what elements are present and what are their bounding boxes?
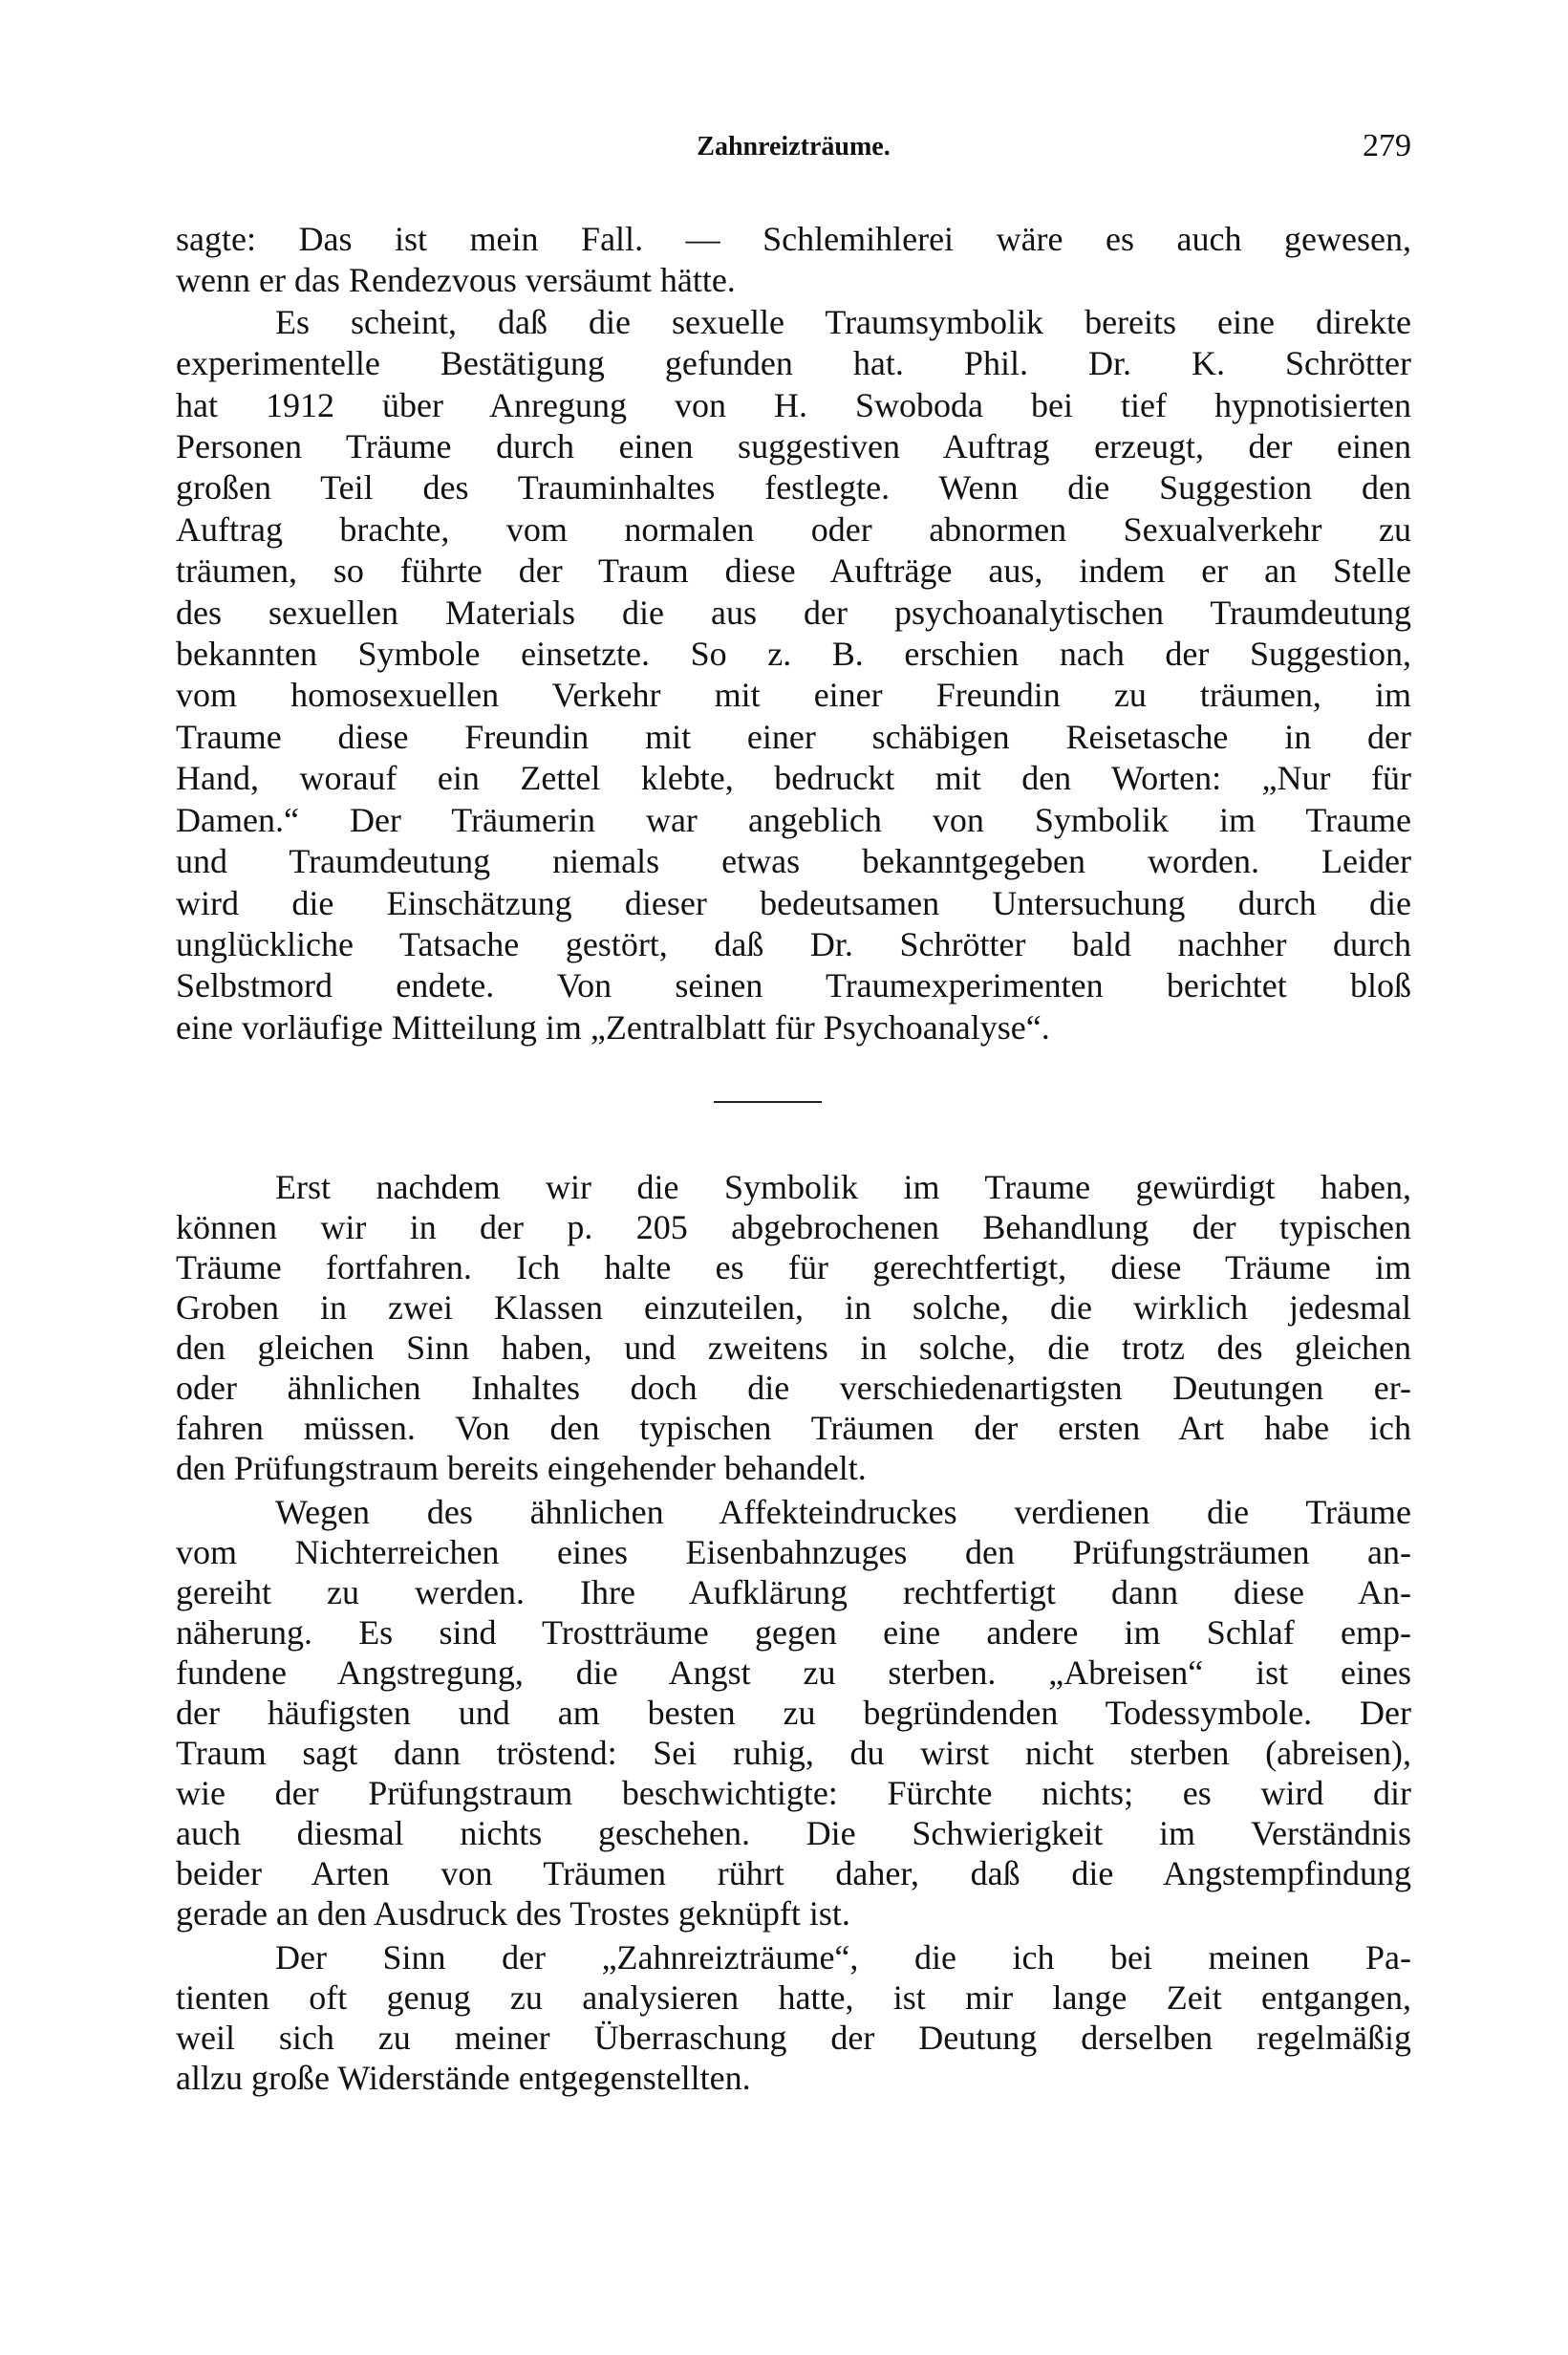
text-line: oder ähnlichen Inhaltes doch die verschiedenartigsten Deutungen er- (176, 1369, 1411, 1407)
text-line: Hand, worauf ein Zettel klebte, bedruckt mit den Worten: „Nur für (176, 759, 1411, 798)
text-line: Selbstmord endete. Von seinen Traumexperimenten berichtet bloß (176, 966, 1411, 1005)
text-line: können wir in der p. 205 abgebrochenen Behandlung der typischen (176, 1208, 1411, 1246)
page-number: 279 (1363, 128, 1411, 163)
text-line: den gleichen Sinn haben, und zweitens in solche, die trotz des gleichen (176, 1329, 1411, 1367)
text-line: Traum sagt dann tröstend: Sei ruhig, du wirst nicht sterben (abreisen), (176, 1734, 1411, 1772)
text-line: hat 1912 über Anregung von H. Swoboda bei tief hypnotisierten (176, 385, 1411, 424)
text-line: wenn er das Rendezvous versäumt hätte. (176, 261, 736, 300)
text-line: weil sich zu meiner Überraschung der Deutung derselben regelmäßig (176, 2019, 1411, 2057)
text-line: Traume diese Freundin mit einer schäbigen Reisetasche in der (176, 717, 1411, 756)
text-line: Groben in zwei Klassen einzuteilen, in solche, die wirklich jedesmal (176, 1288, 1411, 1327)
text-line: allzu große Widerstände entgegenstellten. (176, 2059, 751, 2097)
text-line: Auftrag brachte, vom normalen oder abnormen Sexualverkehr zu (176, 509, 1411, 549)
text-line: fahren müssen. Von den typischen Träumen der ersten Art habe ich (176, 1409, 1411, 1447)
text-line: träumen, so führte der Traum diese Aufträge aus, indem er an Stelle (176, 551, 1411, 591)
text-line: Wegen des ähnlichen Affekteindruckes verdienen die Träume (275, 1493, 1411, 1531)
text-line: gereiht zu werden. Ihre Aufklärung rechtfertigt dann diese An- (176, 1573, 1411, 1611)
text-section-2 (176, 1167, 1411, 2098)
text-line: des sexuellen Materials die aus der psychoanalytischen Traumdeutung (176, 593, 1411, 632)
text-line: den Prüfungstraum bereits eingehender behandelt. (176, 1449, 867, 1487)
text-line: wird die Einschätzung dieser bedeutsamen Untersuchung durch die (176, 883, 1411, 922)
text-line: fundene Angstregung, die Angst zu sterben. „Abreisen“ ist eines (176, 1653, 1411, 1692)
text-line: Erst nachdem wir die Symbolik im Traume gewürdigt haben, (275, 1168, 1411, 1206)
paragraph (176, 302, 1411, 1048)
text-line: Personen Träume durch einen suggestiven Auftrag erzeugt, der einen (176, 427, 1411, 466)
paragraph (176, 1492, 1411, 1934)
text-line: beider Arten von Träumen rührt daher, daß die Angstempfindung (176, 1854, 1411, 1892)
text-line: vom homosexuellen Verkehr mit einer Freundin zu träumen, im (176, 676, 1411, 715)
running-title: Zahnreizträume. (697, 132, 891, 162)
text-line: großen Teil des Trauminhaltes festlegte. Wenn die Suggestion den (176, 468, 1411, 508)
text-line: bekannten Symbole einsetzte. So z. B. erschien nach der Suggestion, (176, 635, 1411, 674)
text-line: unglückliche Tatsache gestört, daß Dr. Schrötter bald nachher durch (176, 924, 1411, 963)
text-section-1 (176, 219, 1411, 1048)
text-line: wie der Prüfungstraum beschwichtigte: Fürchte nichts; es wird dir (176, 1774, 1411, 1812)
text-line: der häufigsten und am besten zu begründenden Todessymbole. Der (176, 1694, 1411, 1732)
paragraph (176, 1167, 1411, 1488)
text-line: sagte: Das ist mein Fall. — Schlemihlerei wäre es auch gewesen, (176, 220, 1411, 258)
text-line: und Traumdeutung niemals etwas bekanntgegeben worden. Leider (176, 842, 1411, 881)
running-head (176, 128, 1411, 170)
paragraph (176, 1937, 1411, 2098)
section-divider (714, 1101, 822, 1103)
text-line: Es scheint, daß die sexuelle Traumsymbolik bereits eine direkte (275, 302, 1411, 341)
text-line: tienten oft genug zu analysieren hatte, ist mir lange Zeit entgangen, (176, 1978, 1411, 2017)
text-line: experimentelle Bestätigung gefunden hat. Phil. Dr. K. Schrötter (176, 344, 1411, 383)
text-line: Träume fortfahren. Ich halte es für gerechtfertigt, diese Träume im (176, 1248, 1411, 1286)
text-line: näherung. Es sind Trostträume gegen eine andere im Schlaf emp- (176, 1613, 1411, 1652)
text-line: Damen.“ Der Träumerin war angeblich von Symbolik im Traume (176, 800, 1411, 839)
text-line: eine vorläufige Mitteilung im „Zentralblatt für Psychoanalyse“. (176, 1007, 1050, 1047)
text-line: auch diesmal nichts geschehen. Die Schwierigkeit im Verständnis (176, 1814, 1411, 1852)
text-line: vom Nichterreichen eines Eisenbahnzuges den Prüfungsträumen an- (176, 1533, 1411, 1571)
paragraph (176, 219, 1411, 302)
text-line: Der Sinn der „Zahnreizträume“, die ich bei meinen Pa- (275, 1938, 1411, 1977)
text-line: gerade an den Ausdruck des Trostes geknüpft ist. (176, 1894, 850, 1933)
